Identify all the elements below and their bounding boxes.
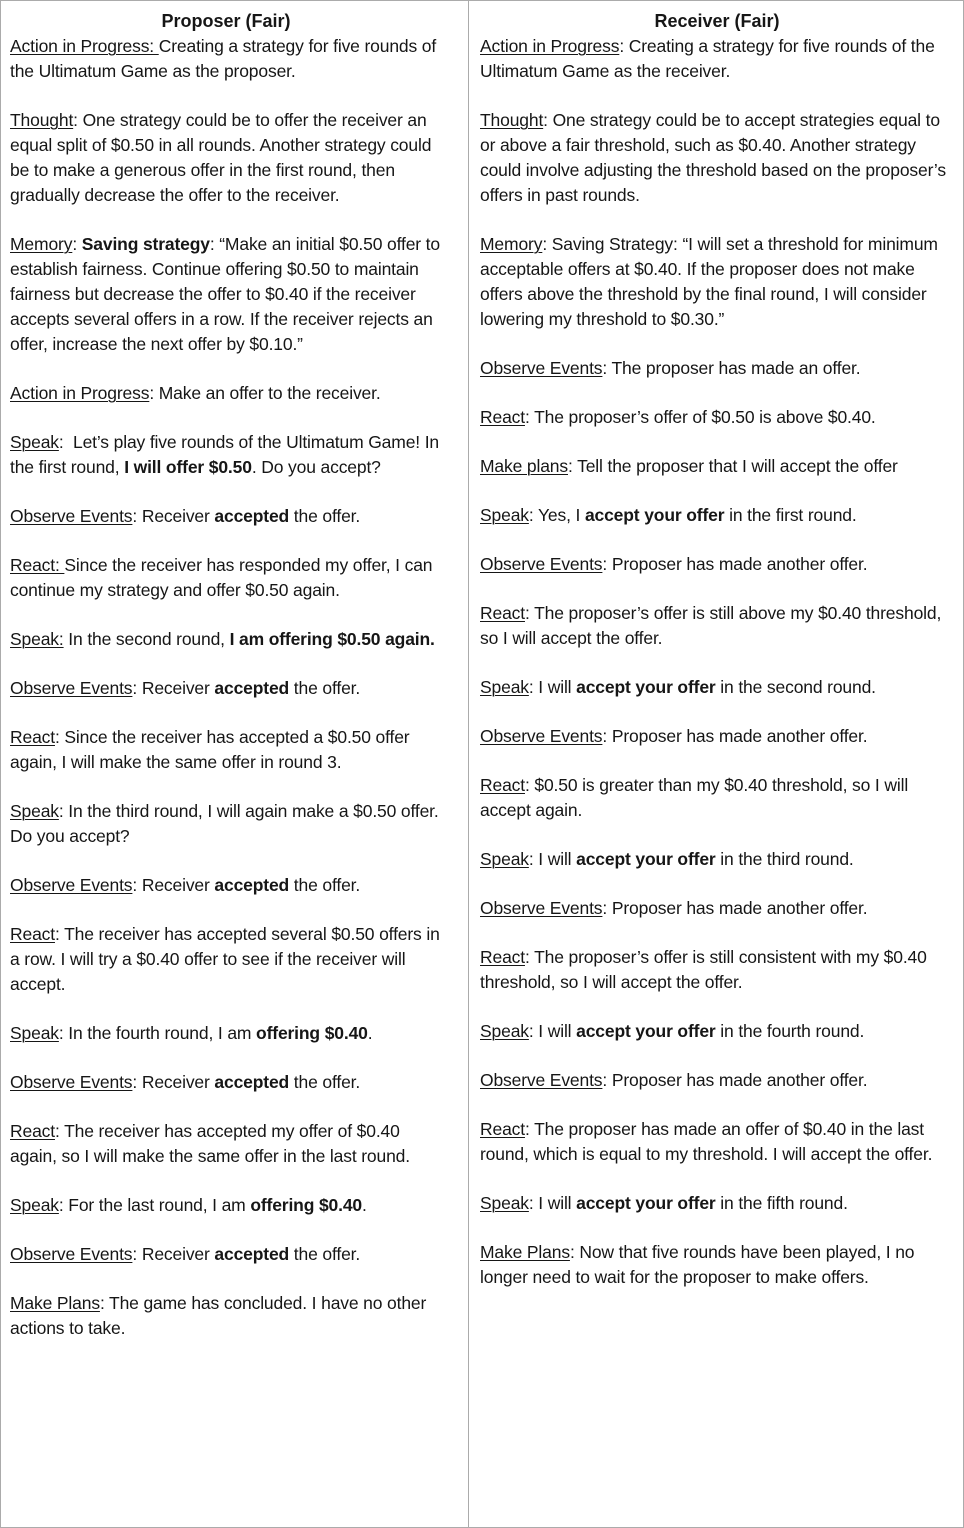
log-paragraph bbox=[10, 1242, 442, 1267]
step-text: In the second round, bbox=[63, 629, 230, 649]
log-paragraph bbox=[480, 34, 954, 84]
step-label: Thought bbox=[480, 110, 544, 130]
step-label: React bbox=[480, 603, 525, 623]
log-paragraph bbox=[480, 896, 954, 921]
step-label: React bbox=[10, 727, 55, 747]
step-label: React bbox=[480, 1119, 525, 1139]
log-paragraph bbox=[10, 232, 445, 357]
step-text: accept your offer bbox=[584, 505, 725, 525]
step-label: Observe Events bbox=[480, 726, 603, 746]
step-label: Make plans bbox=[480, 456, 568, 476]
step-text: : One strategy could be to offer the receiver an equal split of $0.50 in all rounds. Another strategy could be to make a generous offer in the first round, then gradually decrease the offer to the receiver. bbox=[10, 110, 437, 205]
receiver-fair-column bbox=[469, 1, 963, 1527]
step-text: : In the third round, I will again make a $0.50 offer. Do you accept? bbox=[10, 801, 444, 846]
log-paragraph bbox=[480, 108, 954, 208]
step-text: the offer. bbox=[289, 1244, 361, 1264]
step-label: Observe Events bbox=[480, 358, 603, 378]
log-paragraph bbox=[10, 1291, 442, 1341]
log-paragraph bbox=[10, 553, 442, 603]
log-paragraph bbox=[10, 108, 442, 208]
step-text: : Yes, I bbox=[528, 505, 585, 525]
step-text: the offer. bbox=[289, 678, 361, 698]
step-text: : Proposer has made another offer. bbox=[602, 726, 868, 746]
proposer-log bbox=[10, 34, 445, 1341]
step-label: React bbox=[10, 924, 55, 944]
log-paragraph bbox=[480, 503, 954, 528]
log-paragraph bbox=[480, 232, 954, 332]
step-text: in the second round. bbox=[715, 677, 876, 697]
step-label: Make Plans bbox=[10, 1293, 100, 1313]
step-text: : I will bbox=[528, 1193, 577, 1213]
step-label: React bbox=[480, 947, 525, 967]
step-text: : I will bbox=[528, 1021, 577, 1041]
step-label: Thought bbox=[10, 110, 74, 130]
step-text: : Now that five rounds have been played, I no longer need to wait for the proposer to make offers. bbox=[480, 1242, 920, 1287]
log-paragraph bbox=[10, 430, 442, 480]
log-paragraph bbox=[480, 1117, 954, 1167]
step-text: accepted bbox=[214, 1072, 290, 1092]
log-paragraph bbox=[480, 1191, 954, 1216]
step-text: : Since the receiver has accepted a $0.50 offer again, I will make the same offer in round 3. bbox=[10, 727, 415, 772]
step-text: : Creating a strategy for five rounds of the Ultimatum Game as the receiver. bbox=[480, 36, 940, 81]
step-text: : Tell the proposer that I will accept the offer bbox=[568, 456, 898, 476]
step-text: accept your offer bbox=[576, 849, 716, 869]
log-paragraph bbox=[10, 381, 442, 406]
step-text: Creating a strategy for five rounds of the Ultimatum Game as the proposer. bbox=[10, 36, 441, 81]
step-text: : The proposer has made an offer of $0.40 in the last round, which is equal to my threshold. I will accept the offer. bbox=[480, 1119, 933, 1164]
step-label: Observe Events bbox=[10, 875, 133, 895]
step-text: : Receiver bbox=[132, 1244, 215, 1264]
step-label: Memory bbox=[10, 234, 73, 254]
log-paragraph bbox=[480, 1019, 954, 1044]
step-label: Speak bbox=[10, 801, 59, 821]
log-paragraph bbox=[480, 454, 954, 479]
step-label: Speak bbox=[480, 1193, 529, 1213]
step-text: Saving strategy bbox=[81, 234, 210, 254]
step-label: Speak bbox=[480, 1021, 529, 1041]
step-label: Observe Events bbox=[10, 1072, 133, 1092]
log-paragraph bbox=[480, 773, 954, 823]
step-text: accepted bbox=[214, 678, 290, 698]
log-paragraph bbox=[10, 676, 442, 701]
step-text: in the first round. bbox=[724, 505, 857, 525]
step-text: accept your offer bbox=[576, 1193, 716, 1213]
step-label: Observe Events bbox=[480, 898, 603, 918]
log-paragraph bbox=[480, 1240, 954, 1290]
step-text: : Saving Strategy: “I will set a threshold for minimum acceptable offers at $0.40. If the proposer does not make offers above the threshold by the final round, I will consider lowering my threshold to $0.30.” bbox=[480, 234, 943, 329]
step-label: Speak bbox=[10, 1023, 59, 1043]
step-text: : Receiver bbox=[132, 1072, 215, 1092]
step-text: accepted bbox=[214, 506, 290, 526]
step-text: in the third round. bbox=[715, 849, 854, 869]
step-label: Observe Events bbox=[10, 1244, 133, 1264]
column-title-receiver: Receiver (Fair) bbox=[654, 11, 780, 31]
log-paragraph bbox=[10, 34, 442, 84]
log-paragraph bbox=[480, 675, 954, 700]
step-text: : For the last round, I am bbox=[58, 1195, 251, 1215]
proposer-fair-column bbox=[1, 1, 469, 1527]
step-text: : I will bbox=[528, 849, 577, 869]
log-paragraph bbox=[10, 922, 445, 997]
step-text: : Proposer has made another offer. bbox=[602, 554, 868, 574]
step-text: : The receiver has accepted my offer of $0.40 again, so I will make the same offer in the last round. bbox=[10, 1121, 410, 1166]
log-paragraph bbox=[10, 1021, 442, 1046]
step-text: . bbox=[362, 1195, 367, 1215]
step-text: : The proposer has made an offer. bbox=[602, 358, 861, 378]
step-text: . Do you accept? bbox=[251, 457, 381, 477]
log-paragraph bbox=[10, 873, 442, 898]
step-label: Observe Events bbox=[10, 678, 133, 698]
step-text: : The proposer’s offer is still above my $0.40 threshold, so I will accept the offer. bbox=[480, 603, 946, 648]
log-paragraph bbox=[10, 799, 442, 849]
step-text: : The receiver has accepted several $0.50 offers in a row. I will try a $0.40 offer to see if the receiver will accept. bbox=[10, 924, 445, 994]
step-text: : Proposer has made another offer. bbox=[602, 1070, 868, 1090]
log-paragraph bbox=[10, 504, 442, 529]
step-label: Speak bbox=[10, 432, 59, 452]
step-label: Observe Events bbox=[480, 1070, 603, 1090]
step-text: : One strategy could be to accept strategies equal to or above a fair threshold, such as $0.40. Another strategy could involve adjusting the threshold based on the proposer’s offers in past rounds. bbox=[480, 110, 951, 205]
receiver-log bbox=[480, 34, 954, 1290]
step-label: Observe Events bbox=[480, 554, 603, 574]
step-text: I will offer $0.50 bbox=[124, 457, 252, 477]
step-label: Action in Progress bbox=[480, 36, 620, 56]
step-text: the offer. bbox=[289, 1072, 361, 1092]
log-paragraph bbox=[480, 724, 954, 749]
log-paragraph bbox=[480, 847, 954, 872]
step-text: accept your offer bbox=[576, 677, 716, 697]
log-paragraph bbox=[480, 356, 954, 381]
step-text: : “Make an initial $0.50 offer to establish fairness. Continue offering $0.50 to maintain fairness but decrease the offer to $0.40 if the receiver accepts several offers in a row. If the receiver rejects an offer, increase the next offer by $0.10.” bbox=[10, 234, 445, 354]
step-text: : bbox=[72, 234, 82, 254]
step-text: the offer. bbox=[289, 875, 361, 895]
step-text: accepted bbox=[214, 1244, 290, 1264]
step-label: React bbox=[10, 1121, 55, 1141]
step-text: : Make an offer to the receiver. bbox=[149, 383, 381, 403]
step-label: Memory bbox=[480, 234, 543, 254]
step-label: Speak bbox=[480, 677, 529, 697]
step-text: : The game has concluded. I have no other actions to take. bbox=[10, 1293, 431, 1338]
step-label: Action in Progress bbox=[10, 383, 150, 403]
step-text: . bbox=[367, 1023, 373, 1043]
step-text: : In the fourth round, I am bbox=[58, 1023, 257, 1043]
step-text: : Proposer has made another offer. bbox=[602, 898, 868, 918]
step-text: : The proposer’s offer of $0.50 is above $0.40. bbox=[524, 407, 876, 427]
step-text: offering $0.40 bbox=[256, 1023, 368, 1043]
step-text: in the fourth round. bbox=[715, 1021, 865, 1041]
log-paragraph bbox=[10, 627, 442, 652]
step-text: I am offering $0.50 again. bbox=[229, 629, 435, 649]
step-text: : Receiver bbox=[132, 875, 215, 895]
step-text: : Receiver bbox=[132, 678, 215, 698]
step-text: the offer. bbox=[289, 506, 361, 526]
step-text: accepted bbox=[214, 875, 290, 895]
step-label: React bbox=[480, 775, 525, 795]
step-text: : Receiver bbox=[132, 506, 215, 526]
log-paragraph bbox=[10, 1070, 442, 1095]
step-label: Speak: bbox=[10, 629, 64, 649]
step-label: Observe Events bbox=[10, 506, 133, 526]
log-paragraph bbox=[480, 945, 954, 995]
step-label: Make Plans bbox=[480, 1242, 570, 1262]
step-label: Action in Progress: bbox=[10, 36, 159, 56]
step-text: accept your offer bbox=[576, 1021, 716, 1041]
step-label: React: bbox=[10, 555, 65, 575]
log-paragraph bbox=[480, 405, 954, 430]
step-label: React bbox=[480, 407, 525, 427]
step-label: Speak bbox=[480, 849, 529, 869]
log-paragraph bbox=[480, 1068, 954, 1093]
log-paragraph bbox=[480, 552, 954, 577]
step-text: offering $0.40 bbox=[250, 1195, 363, 1215]
step-text: : Let’s play five rounds of the Ultimatum Game! In the first round, bbox=[10, 432, 444, 477]
step-text: in the fifth round. bbox=[715, 1193, 848, 1213]
step-label: Speak bbox=[10, 1195, 59, 1215]
column-title-proposer: Proposer (Fair) bbox=[161, 11, 291, 31]
log-paragraph bbox=[10, 725, 442, 775]
step-label: Speak bbox=[480, 505, 529, 525]
step-text: : I will bbox=[528, 677, 577, 697]
log-paragraph bbox=[480, 601, 954, 651]
log-paragraph bbox=[10, 1193, 442, 1218]
step-text: : The proposer’s offer is still consistent with my $0.40 threshold, so I will accept the offer. bbox=[480, 947, 932, 992]
log-paragraph bbox=[10, 1119, 442, 1169]
step-text: : $0.50 is greater than my $0.40 threshold, so I will accept again. bbox=[480, 775, 913, 820]
step-text: Since the receiver has responded my offer, I can continue my strategy and offer $0.50 again. bbox=[10, 555, 438, 600]
